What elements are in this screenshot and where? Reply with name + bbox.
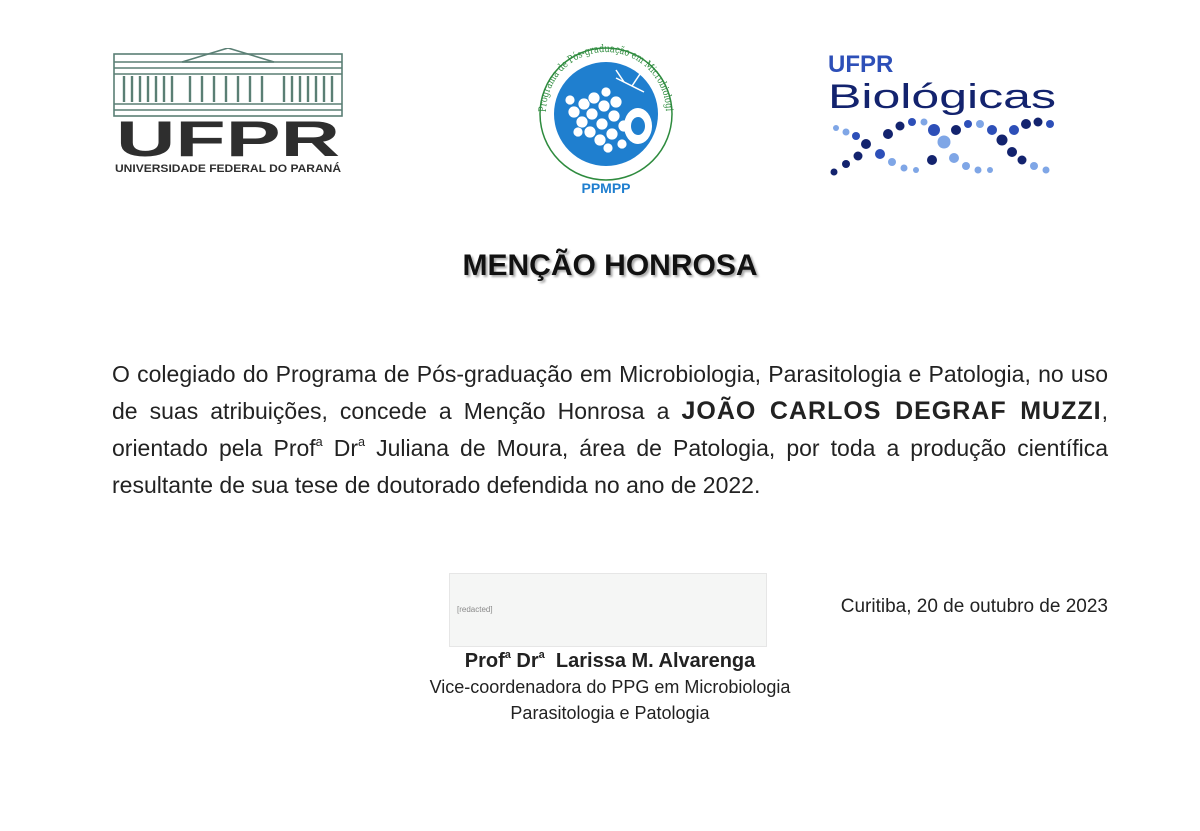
signer-title: Dr	[510, 650, 539, 672]
signer-name-line	[0, 648, 1200, 674]
biologicas-title-text: Biológicas	[828, 78, 1056, 116]
biologicas-ufpr-text: UFPR	[828, 51, 894, 78]
signer-role-line-2: Parasitologia e Patologia	[510, 703, 710, 723]
paragraph-text: O colegiado do Programa de Pós-graduação em Microbiologia, Parasitologia e Patologia, no uso de suas atribuições, concede a Menção Honrosa a	[112, 361, 1108, 424]
signer-block	[0, 648, 1200, 726]
paragraph-text: Dr	[322, 435, 359, 461]
superscript: a	[538, 649, 545, 662]
ppmpp-emblem-icon	[512, 30, 700, 198]
place-date: Curitiba, 20 de outubro de 2023	[840, 596, 1108, 617]
signature-placeholder: [redacted]	[457, 605, 493, 614]
ufpr-logo	[112, 48, 344, 176]
ppmpp-ring-text: Programa de Pós-graduação em Microbiologi	[536, 42, 676, 113]
ppmpp-acronym: PPMPP	[581, 180, 631, 196]
superscript: a	[315, 434, 323, 449]
ppmpp-logo	[512, 30, 700, 198]
signer-name: Larissa M. Alvarenga	[555, 650, 756, 672]
biologicas-dna-icon	[826, 50, 1062, 182]
ufpr-subtitle: UNIVERSIDADE FEDERAL DO PARANÁ	[115, 163, 322, 175]
honoree-name: JOÃO CARLOS DEGRAF MUZZI	[681, 397, 1102, 425]
paragraph-text: , orientado pela Prof	[112, 398, 1108, 461]
signer-role-line-1: Vice-coordenadora do PPG em Microbiologia	[429, 677, 791, 697]
signature-image	[449, 573, 767, 647]
signer-title: Prof	[464, 650, 505, 672]
ufpr-biologicas-logo	[826, 50, 1062, 182]
paragraph-text: Juliana de Moura, área de Patologia, por toda a produção científica resultante de sua tese de doutorado defendida no ano de 2022.	[112, 435, 1108, 498]
ufpr-building-icon	[112, 48, 344, 176]
citation-paragraph	[112, 356, 1108, 504]
ufpr-wordmark: UFPR	[116, 111, 340, 167]
document-title: MENÇÃO HONROSA	[462, 249, 758, 282]
superscript: a	[504, 649, 511, 662]
superscript: a	[358, 434, 366, 449]
